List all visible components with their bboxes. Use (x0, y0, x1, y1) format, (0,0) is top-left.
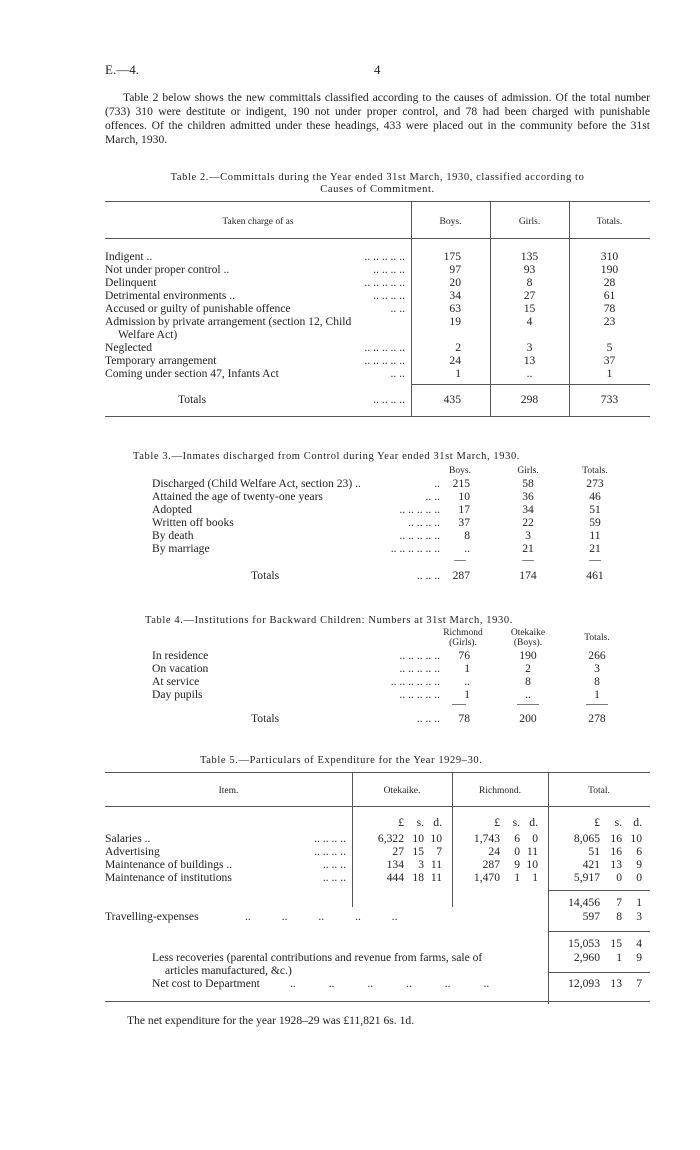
table4-title: Table 4.—Institutions for Backward Children: Numbers at 31st March, 1930. (145, 615, 513, 626)
row-label: In residence (152, 649, 209, 662)
table5-subtotal-rule (548, 890, 650, 891)
row-totals: 1 (594, 688, 600, 701)
row-girls: 93 (523, 263, 536, 276)
table2-title: Table 2.—Committals during the Year ended 31st March, 1930, classified according to (170, 172, 585, 183)
row-boys: 17 (458, 503, 470, 516)
row-boys: 8 (464, 529, 470, 542)
row-label: Temporary arrangement (105, 354, 217, 367)
row-label: At service (152, 675, 200, 688)
travelling-leader: .. .. .. .. .. (245, 910, 398, 923)
row-girls: 3 (526, 341, 533, 354)
row-girls: 58 (522, 477, 534, 490)
travelling-pence: 3 (636, 910, 642, 923)
otekaike-pounds: 444 (386, 871, 404, 884)
page-number: 4 (374, 62, 381, 77)
row-boys: 34 (449, 289, 461, 302)
travelling-label: Travelling-expenses (105, 910, 199, 923)
recoveries-pounds: 2,960 (573, 951, 600, 964)
row-girls: 36 (522, 490, 534, 503)
richmond-shillings: 1 (514, 871, 520, 884)
totals-label: Totals (251, 569, 280, 582)
row-girls: 27 (523, 289, 536, 302)
total-shillings: 16 (610, 845, 622, 858)
table2-header-rule (105, 238, 650, 239)
recoveries-shillings: 1 (616, 951, 622, 964)
totals-totals: 278 (588, 712, 606, 725)
row-boys: 20 (449, 276, 461, 289)
row-leader: .. .. .. .. (373, 289, 405, 302)
net-shillings: 13 (610, 977, 622, 990)
row-girls: 21 (522, 542, 534, 555)
row-boys: .. (464, 542, 470, 555)
row-label: Day pupils (152, 688, 203, 701)
row-label: By marriage (152, 542, 210, 555)
table4-sum-rule (586, 704, 608, 705)
row-boys: 63 (449, 302, 461, 315)
richmond-pence: 0 (532, 832, 538, 845)
row-boys: 175 (443, 250, 461, 263)
total-shillings: 16 (610, 832, 622, 845)
row-boys: 37 (458, 516, 470, 529)
row-leader: .. .. .. .. .. .. (390, 542, 440, 555)
row-girls: .. (526, 367, 533, 380)
currency-pounds: £ (594, 816, 600, 829)
total-pounds: 8,065 (573, 832, 600, 845)
total-pounds: 421 (582, 858, 600, 871)
otekaike-shillings: 10 (412, 832, 424, 845)
table3-sum-rule: — (589, 553, 601, 566)
row-totals: 46 (589, 490, 601, 503)
row-richmond: 76 (458, 649, 470, 662)
table5-header-rule (105, 806, 650, 807)
row-label: Accused or guilty of punishable offence (105, 302, 291, 315)
row-leader: .. .. .. .. .. (364, 341, 405, 354)
row-totals: 21 (589, 542, 601, 555)
row-label: Maintenance of institutions (105, 871, 232, 884)
row-boys: 2 (455, 341, 461, 354)
table3-header-girls: Girls. (517, 466, 539, 476)
row-boys: 1 (455, 367, 461, 380)
richmond-pence: 10 (526, 858, 538, 871)
richmond-pence: 1 (532, 871, 538, 884)
totals-boys: 287 (452, 569, 470, 582)
row-label: By death (152, 529, 194, 542)
table5-header-item: Item. (218, 786, 239, 796)
row-totals: 273 (586, 477, 604, 490)
recoveries-pence: 9 (636, 951, 642, 964)
currency-shillings: s. (512, 816, 520, 829)
row-girls: 8 (526, 276, 533, 289)
totals-leader: .. .. .. .. (373, 393, 405, 406)
totals-label: Totals (251, 712, 280, 725)
row-totals: 51 (589, 503, 601, 516)
row-otekaike: 190 (519, 649, 537, 662)
subtotal-shillings: 7 (616, 896, 622, 909)
totals-boys: 435 (443, 393, 461, 406)
otekaike-pence: 7 (436, 845, 442, 858)
total-pence: 10 (630, 832, 642, 845)
table4-sum-rule (517, 704, 539, 705)
richmond-shillings: 6 (514, 832, 520, 845)
net-leader: .. .. .. .. .. .. (290, 977, 490, 990)
row-totals: 37 (603, 354, 616, 367)
currency-shillings: s. (416, 816, 424, 829)
row-leader: .. .. (390, 367, 405, 380)
row-girls: 34 (522, 503, 534, 516)
otekaike-pounds: 27 (392, 845, 404, 858)
table2-header-label: Taken charge of as (222, 217, 294, 227)
row-leader: .. .. .. .. .. .. (390, 675, 440, 688)
table4-header-otekaike-sub: (Boys). (513, 638, 543, 648)
recoveries-label: Less recoveries (parental contributions and revenue from farms, sale of (152, 951, 483, 964)
row-leader: .. .. (425, 490, 440, 503)
subtotal-pounds: 15,053 (568, 937, 600, 950)
net-label: Net cost to Department (152, 977, 260, 990)
row-leader: .. (434, 477, 440, 490)
table5-subtotal-rule (548, 931, 650, 932)
table2-header-boys: Boys. (439, 217, 462, 227)
recoveries-label-continued: articles manufactured, &c.) (165, 964, 292, 977)
otekaike-shillings: 18 (412, 871, 424, 884)
row-label: Detrimental environments .. (105, 289, 236, 302)
total-pounds: 5,917 (573, 871, 600, 884)
travelling-shillings: 8 (616, 910, 622, 923)
table3-header-boys: Boys. (449, 466, 471, 476)
row-totals: 310 (600, 250, 619, 263)
table5-header-total: Total. (588, 786, 610, 796)
net-pence: 7 (636, 977, 642, 990)
row-label: Adopted (152, 503, 192, 516)
row-leader: .. .. .. .. .. (399, 529, 440, 542)
row-leader: .. .. .. .. .. (364, 354, 405, 367)
row-boys: 97 (449, 263, 461, 276)
total-shillings: 13 (610, 858, 622, 871)
table3-header-totals: Totals. (582, 466, 608, 476)
table2-title-line2: Causes of Commitment. (320, 184, 435, 195)
row-girls: 22 (522, 516, 534, 529)
row-girls: 4 (526, 315, 533, 328)
table4-header-otekaike: Otekaike (510, 628, 546, 638)
richmond-shillings: 0 (514, 845, 520, 858)
table5-header-richmond: Richmond. (479, 786, 521, 796)
row-leader: .. .. .. (322, 871, 346, 884)
currency-shillings: s. (614, 816, 622, 829)
footer-note: The net expenditure for the year 1928–29 was £11,821 6s. 1d. (127, 1014, 415, 1027)
table2-totals-rule (411, 384, 650, 385)
row-totals: 5 (606, 341, 613, 354)
row-leader: .. .. (390, 302, 405, 315)
row-girls: 15 (523, 302, 536, 315)
row-totals: 190 (600, 263, 619, 276)
row-richmond: 1 (464, 688, 470, 701)
row-totals: 23 (603, 315, 616, 328)
row-leader: .. .. .. .. (314, 832, 346, 845)
table3-sum-rule: — (522, 553, 534, 566)
row-label: Discharged (Child Welfare Act, section 23) .. (152, 477, 361, 490)
row-label: Salaries .. (105, 832, 151, 845)
table2-bottom-rule (105, 416, 650, 417)
currency-pounds: £ (494, 816, 500, 829)
row-leader: .. .. .. .. (314, 845, 346, 858)
row-label: Advertising (105, 845, 160, 858)
row-label: On vacation (152, 662, 209, 675)
richmond-pounds: 1,470 (473, 871, 500, 884)
row-totals: 266 (588, 649, 606, 662)
row-label: Attained the age of twenty-one years (152, 490, 323, 503)
totals-label: Totals (178, 393, 207, 406)
row-totals: 3 (594, 662, 600, 675)
row-totals: 61 (603, 289, 616, 302)
otekaike-pounds: 6,322 (377, 832, 404, 845)
richmond-pounds: 24 (488, 845, 500, 858)
currency-pence: d. (633, 816, 642, 829)
row-otekaike: 8 (525, 675, 531, 688)
otekaike-shillings: 3 (418, 858, 424, 871)
row-leader: .. .. .. (322, 858, 346, 871)
row-leader: .. .. .. .. (408, 516, 440, 529)
richmond-shillings: 9 (514, 858, 520, 871)
totals-girls: 174 (519, 569, 537, 582)
row-totals: 78 (603, 302, 616, 315)
row-label-continued: Welfare Act) (118, 328, 178, 341)
row-leader: .. .. .. .. .. (399, 662, 440, 675)
row-boys: 215 (452, 477, 470, 490)
totals-girls: 298 (520, 393, 539, 406)
row-label: Admission by private arrangement (section 12, Child (105, 315, 352, 328)
table5-top-rule (105, 772, 650, 773)
row-label: Neglected (105, 341, 152, 354)
row-girls: 13 (523, 354, 536, 367)
table3-title: Table 3.—Inmates discharged from Control during Year ended 31st March, 1930. (133, 451, 521, 462)
travelling-pounds: 597 (582, 910, 600, 923)
table4-sum-rule (452, 704, 466, 705)
row-totals: 11 (589, 529, 601, 542)
total-pence: 9 (636, 858, 642, 871)
row-richmond: .. (464, 675, 470, 688)
document-reference: E.—4. (105, 62, 139, 77)
row-totals: 1 (606, 367, 613, 380)
table2-header-totals: Totals. (596, 217, 623, 227)
row-girls: 135 (520, 250, 539, 263)
totals-totals: 733 (600, 393, 619, 406)
totals-leader: .. .. .. (416, 569, 440, 582)
table4-header-totals: Totals. (584, 633, 610, 643)
table4-header-richmond-sub: (Girls). (449, 638, 477, 648)
currency-pence: d. (433, 816, 442, 829)
otekaike-shillings: 15 (412, 845, 424, 858)
row-boys: 19 (449, 315, 461, 328)
row-totals: 28 (603, 276, 616, 289)
row-otekaike: .. (525, 688, 531, 701)
row-otekaike: 2 (525, 662, 531, 675)
total-pounds: 51 (588, 845, 600, 858)
total-pence: 6 (636, 845, 642, 858)
row-leader: .. .. .. .. .. (364, 250, 405, 263)
row-label: Coming under section 47, Infants Act (105, 367, 279, 380)
otekaike-pence: 10 (430, 832, 442, 845)
table5-title: Table 5.—Particulars of Expenditure for the Year 1929–30. (200, 755, 483, 766)
table3-sum-rule: — (454, 553, 466, 566)
totals-totals: 461 (586, 569, 604, 582)
totals-otekaike: 200 (519, 712, 537, 725)
row-leader: .. .. .. .. .. (399, 649, 440, 662)
row-boys: 24 (449, 354, 461, 367)
table4-header-richmond: Richmond (443, 628, 483, 638)
total-shillings: 0 (616, 871, 622, 884)
row-leader: .. .. .. .. .. (399, 688, 440, 701)
currency-pounds: £ (398, 816, 404, 829)
table5-header-otekaike: Otekaike. (383, 786, 421, 796)
row-boys: 10 (458, 490, 470, 503)
row-label: Delinquent (105, 276, 157, 289)
row-leader: .. .. .. .. .. (399, 503, 440, 516)
otekaike-pounds: 134 (386, 858, 404, 871)
otekaike-pence: 11 (430, 858, 442, 871)
row-label: Indigent .. (105, 250, 153, 263)
row-leader: .. .. .. .. (373, 263, 405, 276)
table2-header-girls: Girls. (518, 217, 541, 227)
richmond-pence: 11 (526, 845, 538, 858)
net-pounds: 12,093 (568, 977, 600, 990)
table5-net-rule (548, 972, 650, 973)
row-label: Maintenance of buildings .. (105, 858, 233, 871)
subtotal-pence: 1 (636, 896, 642, 909)
subtotal-pounds: 14,456 (568, 896, 600, 909)
total-pence: 0 (636, 871, 642, 884)
row-label: Written off books (152, 516, 234, 529)
otekaike-pence: 11 (430, 871, 442, 884)
richmond-pounds: 287 (482, 858, 500, 871)
subtotal-pence: 4 (636, 937, 642, 950)
totals-richmond: 78 (458, 712, 470, 725)
richmond-pounds: 1,743 (473, 832, 500, 845)
table5-bottom-rule (105, 1001, 650, 1002)
row-leader: .. .. .. .. .. (364, 276, 405, 289)
row-totals: 59 (589, 516, 601, 529)
row-label: Not under proper control .. (105, 263, 230, 276)
row-richmond: 1 (464, 662, 470, 675)
subtotal-shillings: 15 (610, 937, 622, 950)
currency-pence: d. (529, 816, 538, 829)
row-totals: 8 (594, 675, 600, 688)
intro-paragraph: Table 2 below shows the new committals classified according to the causes of admission. Of the total number (733) 310 were destitute or indigent, 190 not under proper control, and 78 had been charged with punishable offences. Of the children admitted under these headings, 433 were placed out in the community before the 31st March, 1930. (105, 91, 650, 146)
row-girls: 3 (525, 529, 531, 542)
totals-leader: .. .. .. (416, 712, 440, 725)
